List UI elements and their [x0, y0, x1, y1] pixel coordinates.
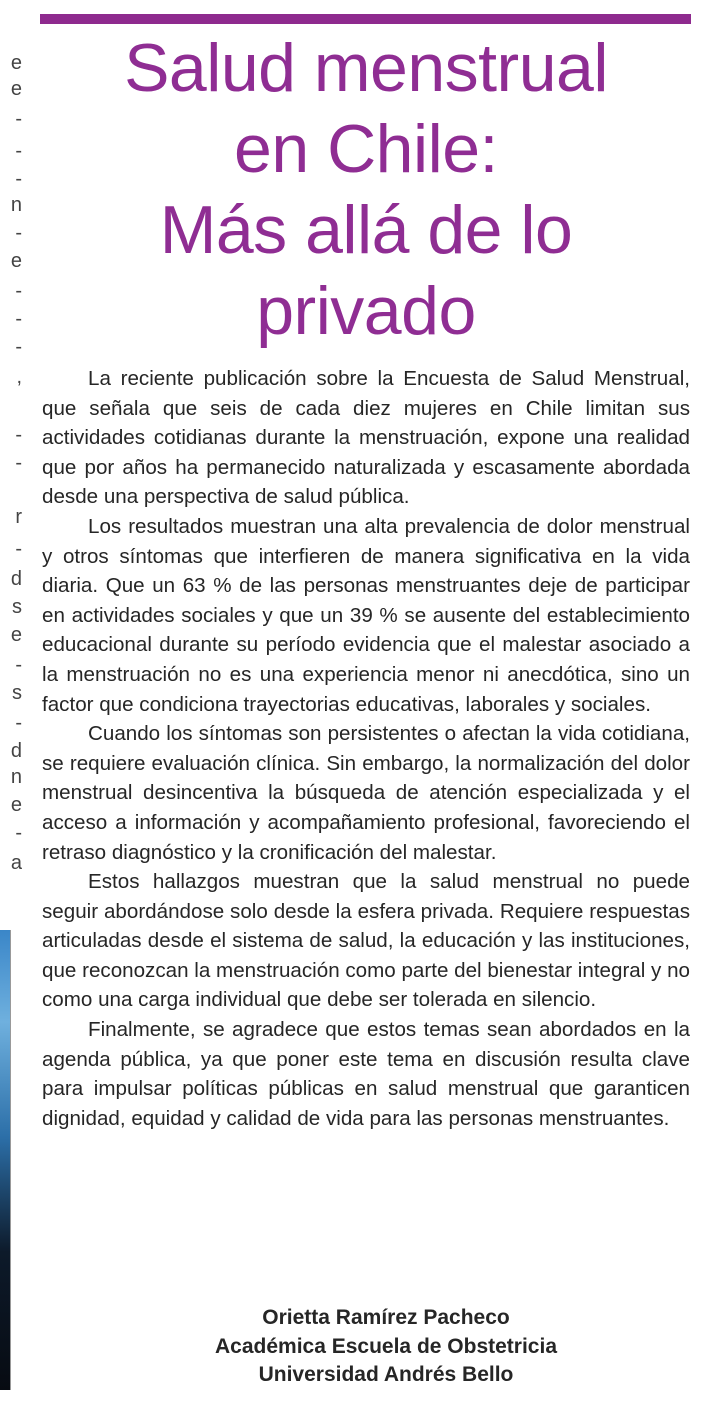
paragraph: La reciente publicación sobre la Encuesta de Salud Menstrual, que señala que seis de cada diez mujeres en Chile limitan sus actividades cotidianas durante la menstruación, expone una realidad que por años ha permanecido naturalizada y escasamente abordada desde una perspectiva de salud pública.	[42, 367, 690, 509]
headline-line: Más allá de lo	[159, 192, 573, 268]
headline-line: en Chile:	[234, 111, 498, 187]
headline-line: privado	[256, 273, 476, 349]
fragment-glyph: -	[15, 336, 22, 358]
author-institution: Universidad Andrés Bello	[258, 1363, 514, 1386]
fragment-glyph: n	[10, 194, 22, 216]
fragment-glyph: -	[15, 168, 22, 190]
fragment-glyph: d	[10, 568, 22, 590]
fragment-glyph: -	[15, 280, 22, 302]
fragment-glyph: s	[12, 682, 22, 704]
fragment-glyph: -	[15, 654, 22, 676]
headline-top-rule	[40, 14, 691, 24]
headline	[40, 28, 692, 352]
fragment-glyph: e	[10, 78, 22, 100]
paragraph: Los resultados muestran una alta prevalencia de dolor menstrual y otros síntomas que interfieren de manera significativa en la vida diaria. Que un 63 % de las personas menstruantes deje de participar en actividades sociales y que un 39 % se ausente del establecimiento educacional durante su período evidencia que el malestar asociado a la menstruación no es una experiencia menor ni anecdótica, sino un factor que condiciona trayectorias educativas, laborales y sociales.	[42, 514, 690, 716]
fragment-glyph: -	[15, 140, 22, 162]
fragment-glyph: e	[10, 52, 22, 74]
fragment-glyph: e	[10, 250, 22, 272]
headline-line: Salud menstrual	[124, 30, 608, 106]
fragment-glyph: e	[10, 794, 22, 816]
fragment-glyph: -	[15, 222, 22, 244]
fragment-glyph: -	[15, 712, 22, 734]
paragraph: Finalmente, se agradece que estos temas sean abordados en la agenda pública, ya que poner este tema en discusión resulta clave para impulsar políticas públicas en salud menstrual que garanticen dignidad, equidad y calidad de vida para las personas menstruantes.	[42, 1018, 690, 1130]
signature-block	[70, 1304, 702, 1390]
fragment-glyph: e	[10, 624, 22, 646]
paragraph: Cuando los síntomas son persistentes o afectan la vida cotidiana, se requiere evaluación clínica. Sin embargo, la normalización del dolor menstrual desincentiva la búsqueda de atención especializada y el acceso a información y acompañamiento profesional, favoreciendo el retraso diagnóstico y la cronificación del malestar.	[42, 722, 690, 864]
fragment-glyph: -	[15, 308, 22, 330]
fragment-glyph: d	[10, 740, 22, 762]
fragment-glyph: r	[15, 506, 22, 528]
fragment-glyph: a	[10, 852, 22, 874]
author-name: Orietta Ramírez Pacheco	[262, 1306, 510, 1329]
fragment-glyph: n	[10, 766, 22, 788]
article-body	[42, 364, 690, 1133]
paragraph: Estos hallazgos muestran que la salud menstrual no puede seguir abordándose solo desde la esfera privada. Requiere respuestas articuladas desde el sistema de salud, la educación y las instituciones, que reconozcan la menstruación como parte del bienestar integral y no como una carga individual que debe ser tolerada en silencio.	[42, 870, 690, 1012]
adjacent-photo-edge	[0, 930, 10, 1390]
fragment-glyph: -	[15, 108, 22, 130]
fragment-glyph: -	[15, 538, 22, 560]
fragment-glyph: -	[15, 424, 22, 446]
fragment-glyph: -	[15, 822, 22, 844]
fragment-glyph: s	[12, 596, 22, 618]
author-role: Académica Escuela de Obstetricia	[215, 1334, 557, 1358]
fragment-glyph: -	[15, 452, 22, 474]
fragment-glyph: ,	[16, 366, 22, 388]
column-divider	[10, 930, 11, 1390]
